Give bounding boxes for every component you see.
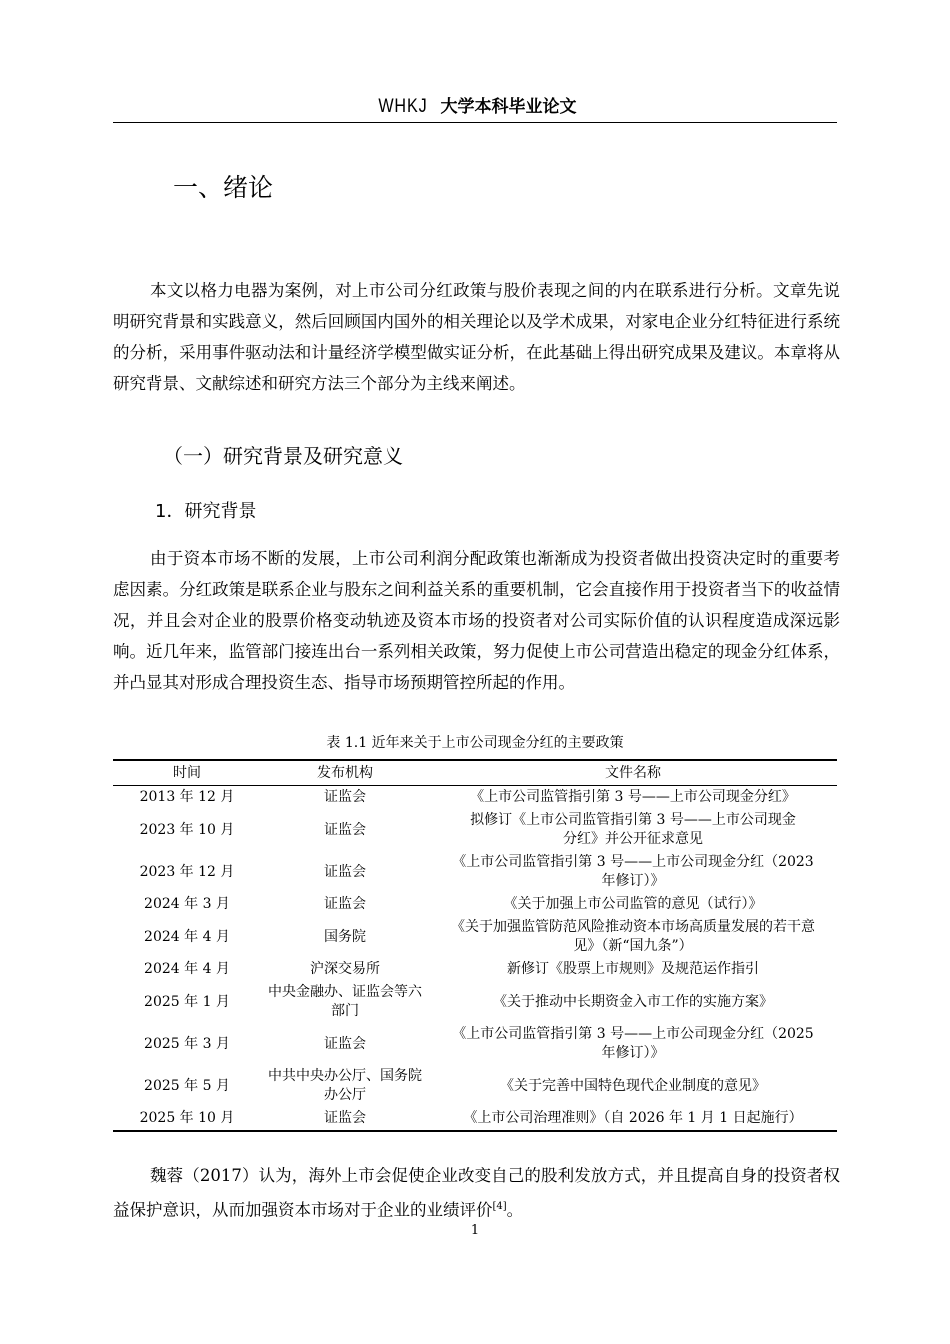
- chapter-title: 一、绪论: [173, 173, 274, 202]
- column-header-issuer: 发布机构: [261, 760, 429, 786]
- cell-document-text: 《关于加强上市公司监管的意见（试行）》: [503, 896, 763, 912]
- table-caption: 表 1.1 近年来关于上市公司现金分红的主要政策: [326, 735, 624, 751]
- cell-time-text: 2024 年 3 月: [144, 896, 230, 912]
- table-body: [113, 786, 837, 1132]
- table-row: [113, 851, 837, 893]
- cell-issuer: [261, 786, 429, 810]
- cell-issuer: [261, 916, 429, 958]
- cell-document-text: 拟修订《上市公司监管指引第 3 号——上市公司现金分红》并公开征求意见: [470, 812, 796, 847]
- cell-issuer: [261, 958, 429, 981]
- cell-time: [113, 786, 261, 810]
- cell-document-text: 《上市公司监管指引第 3 号——上市公司现金分红（2023 年修订）》: [452, 854, 814, 889]
- cell-issuer-text: 证监会: [324, 821, 366, 838]
- cell-time: [113, 1065, 261, 1107]
- cell-document-text: 《上市公司监管指引第 3 号——上市公司现金分红（2025 年修订）》: [452, 1026, 814, 1061]
- citation-end: 。: [506, 1200, 524, 1220]
- table-row: [113, 1065, 837, 1107]
- table-row: [113, 916, 837, 958]
- cell-time-text: 2025 年 10 月: [139, 1110, 235, 1126]
- cell-document-text: 《上市公司监管指引第 3 号——上市公司现金分红》: [470, 789, 796, 805]
- background-paragraph: 由于资本市场不断的发展，上市公司利润分配政策也渐渐成为投资者做出投资决定时的重要考虑因素。分红政策是联系企业与股东之间利益关系的重要机制，它会直接作用于投资者当下的收益情况，并且会对企业的股票价格变动轨迹及资本市场的投资者对公司实际价值的认识程度造成深远影响。近几年来，监管部门接连出台一系列相关政策，努力促使上市公司营造出稳定的现金分红体系，并凸显其对形成合理投资生态、指导市场预期管控所起的作用。: [113, 549, 840, 692]
- citation-text: 魏蓉（2017）认为，海外上市会促使企业改变自己的股利发放方式，并且提高自身的投资者权益保护意识，从而加强资本市场对于企业的业绩评价: [113, 1166, 840, 1220]
- cell-time: [113, 981, 261, 1023]
- citation-reference: [4]: [492, 1201, 507, 1212]
- cell-issuer: [261, 851, 429, 893]
- cell-issuer-text: 证监会: [324, 896, 366, 912]
- cell-document: [429, 851, 837, 893]
- table-row: [113, 958, 837, 981]
- university-logo-text: WHKJ: [377, 96, 428, 117]
- cell-document-text: 《关于加强监管防范风险推动资本市场高质量发展的若干意见》（新“国九条”）: [451, 919, 815, 954]
- cell-issuer-text: 证监会: [324, 1110, 366, 1126]
- cell-time-text: 2013 年 12 月: [139, 789, 235, 805]
- cell-time-text: 2025 年 1 月: [144, 993, 230, 1010]
- cell-time-text: 2025 年 5 月: [144, 1077, 230, 1094]
- cell-issuer-text: 证监会: [324, 863, 366, 880]
- table-row: [113, 786, 837, 810]
- cell-document: [429, 893, 837, 916]
- table-row: [113, 1023, 837, 1065]
- cell-time-text: 2024 年 4 月: [144, 961, 230, 977]
- cell-document: [429, 786, 837, 810]
- column-header-document: 文件名称: [429, 760, 837, 786]
- cell-issuer-text: 中共中央办公厅、国务院办公厅: [268, 1068, 422, 1103]
- cell-issuer-text: 中央金融办、证监会等六部门: [268, 984, 422, 1019]
- table-header-row: [113, 760, 837, 786]
- cell-issuer: [261, 809, 429, 851]
- cell-time: [113, 893, 261, 916]
- cell-document-text: 《关于推动中长期资金入市工作的实施方案》: [493, 993, 773, 1010]
- table-row: [113, 809, 837, 851]
- cell-document-text: 新修订《股票上市规则》及规范运作指引: [507, 961, 759, 977]
- subsection-title: 1．研究背景: [155, 501, 257, 522]
- cell-issuer: [261, 1023, 429, 1065]
- cell-time: [113, 1023, 261, 1065]
- cell-time-text: 2024 年 4 月: [144, 928, 230, 945]
- cell-time-text: 2023 年 10 月: [139, 821, 235, 838]
- cell-time: [113, 958, 261, 981]
- cell-time: [113, 1107, 261, 1131]
- cell-document-text: 《上市公司治理准则》（自 2026 年 1 月 1 日起施行）: [463, 1110, 803, 1126]
- column-header-time: 时间: [113, 760, 261, 786]
- cell-time-text: 2025 年 3 月: [144, 1035, 230, 1052]
- cell-issuer: [261, 981, 429, 1023]
- cell-issuer-text: 沪深交易所: [310, 961, 380, 977]
- cell-issuer: [261, 1065, 429, 1107]
- cell-document: [429, 958, 837, 981]
- table-row: [113, 981, 837, 1023]
- cell-time-text: 2023 年 12 月: [139, 863, 235, 880]
- intro-paragraph: 本文以格力电器为案例，对上市公司分红政策与股价表现之间的内在联系进行分析。文章先说明研究背景和实践意义，然后回顾国内国外的相关理论以及学术成果，对家电企业分红特征进行系统的分析，采用事件驱动法和计量经济学模型做实证分析，在此基础上得出研究成果及建议。本章将从研究背景、文献综述和研究方法三个部分为主线来阐述。: [113, 281, 840, 393]
- cell-document-text: 《关于完善中国特色现代企业制度的意见》: [500, 1077, 766, 1094]
- cell-document: [429, 1107, 837, 1131]
- cell-time: [113, 916, 261, 958]
- cell-issuer: [261, 1107, 429, 1131]
- cell-issuer-text: 证监会: [324, 789, 366, 805]
- section-title: （一）研究背景及研究意义: [163, 444, 403, 468]
- policy-table: [113, 759, 837, 1132]
- cell-document: [429, 981, 837, 1023]
- cell-issuer-text: 国务院: [324, 928, 366, 945]
- page-header: [113, 92, 837, 123]
- table-row: [113, 1107, 837, 1131]
- cell-document: [429, 1065, 837, 1107]
- cell-document: [429, 916, 837, 958]
- cell-time: [113, 851, 261, 893]
- cell-document: [429, 1023, 837, 1065]
- cell-document: [429, 809, 837, 851]
- cell-issuer-text: 证监会: [324, 1035, 366, 1052]
- cell-time: [113, 809, 261, 851]
- cell-issuer: [261, 893, 429, 916]
- page-number: 1: [470, 1223, 480, 1238]
- header-title: 大学本科毕业论文: [440, 97, 577, 117]
- citation-paragraph: [113, 1160, 840, 1226]
- table-row: [113, 893, 837, 916]
